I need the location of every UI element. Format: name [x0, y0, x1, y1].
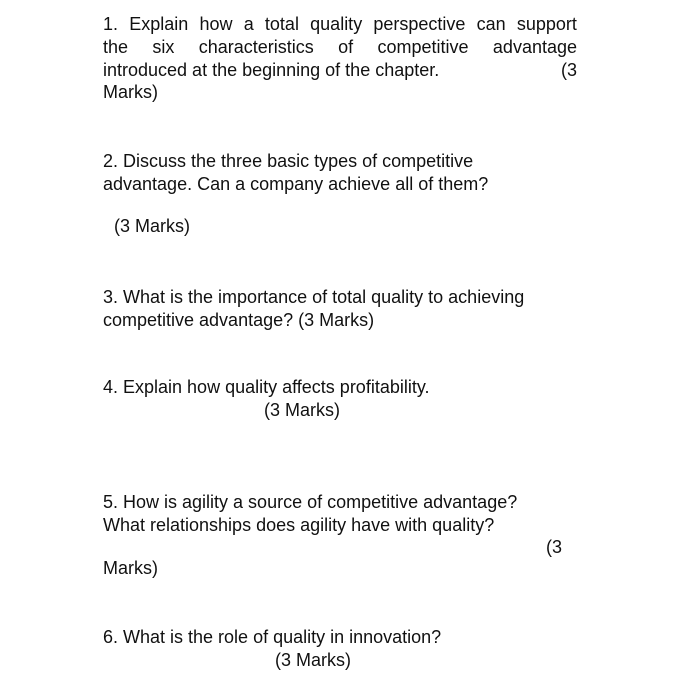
q1-line-3-text: introduced at the beginning of the chapter.: [103, 60, 440, 80]
q1-l1-w1: Explain: [129, 14, 189, 34]
q1-l1-w7: can: [476, 14, 506, 34]
question-5-marks-close: Marks): [103, 558, 158, 578]
q1-marks-open: (3: [560, 60, 577, 80]
q1-l1-w3: a: [243, 14, 254, 34]
q1-l1-w4: total: [264, 14, 299, 34]
question-2-line-2: advantage. Can a company achieve all of them?: [103, 174, 489, 194]
q1-l2-w2: characteristics: [198, 37, 314, 57]
question-3-line-1: 3. What is the importance of total quality to achieving: [103, 287, 525, 307]
question-2-line-1: 2. Discuss the three basic types of competitive: [103, 151, 474, 171]
q1-l2-w0: the: [103, 37, 129, 57]
q1-l1-w0: 1.: [103, 14, 119, 34]
q1-l2-w4: competitive: [377, 37, 469, 57]
question-1-line-1: [103, 13, 577, 35]
question-4-line-1: 4. Explain how quality affects profitability.: [103, 377, 430, 397]
question-1-line-2: [103, 36, 577, 58]
question-4-marks: (3 Marks): [264, 400, 340, 420]
question-5-line-1: 5. How is agility a source of competitive advantage?: [103, 492, 518, 512]
question-5-line-2: What relationships does agility have with quality?: [103, 515, 495, 535]
q1-l2-w5: advantage: [492, 37, 577, 57]
q1-l2-w1: six: [152, 37, 175, 57]
question-1-line-3: [103, 59, 577, 81]
q1-l1-w5: quality: [310, 14, 363, 34]
question-6-marks: (3 Marks): [275, 650, 351, 670]
q1-l1-w2: how: [199, 14, 233, 34]
q1-l1-w8: support: [516, 14, 577, 34]
question-2-marks: (3 Marks): [114, 216, 190, 236]
question-6-line-1: 6. What is the role of quality in innovation?: [103, 627, 442, 647]
question-5-marks-open: (3: [546, 537, 563, 557]
q1-l2-w3: of: [338, 37, 354, 57]
question-3-line-2: competitive advantage? (3 Marks): [103, 310, 375, 330]
q1-l1-w6: perspective: [373, 14, 466, 34]
q1-marks-close: Marks): [103, 82, 158, 102]
